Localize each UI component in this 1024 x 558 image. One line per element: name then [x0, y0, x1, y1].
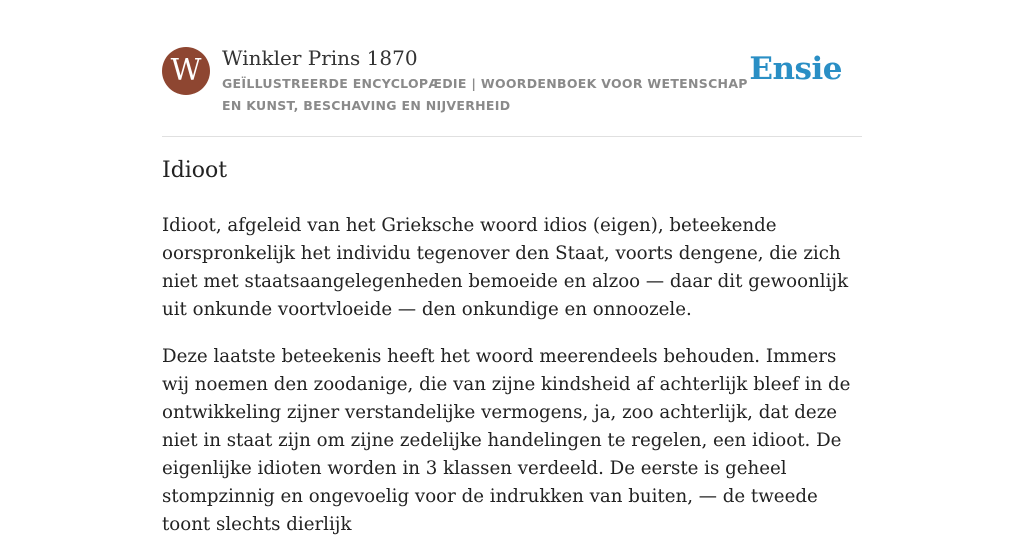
ensie-logo[interactable]: Ensie — [749, 51, 842, 87]
book-subtitle: GEÏLLUSTREERDE ENCYCLOPÆDIE | WOORDENBOEK VOOR WETENSCHAP EN KUNST, BESCHAVING EN NIJVERHEID — [222, 76, 748, 113]
book-avatar[interactable]: W — [162, 47, 210, 95]
book-title[interactable]: Winkler Prins 1870 — [222, 46, 418, 70]
entry-title: Idioot — [162, 158, 228, 183]
entry-content — [162, 212, 862, 558]
entry-paragraph: Deze laatste beteekenis heeft het woord meerendeels behouden. Immers wij noemen den zoodanige, die van zijne kindsheid af achterlijk bleef in de ontwikkeling zijner verstandelijke vermogens, ja, zoo achterlijk, dat deze niet in staat zijn om zijne zedelijke handelingen te regelen, een idioot. De eigenlijke idioten worden in 3 klassen verdeeld. De eerste is geheel stompzinnig en ongevoelig voor de indrukken van buiten, — de tweede toont slechts dierlijk — [162, 346, 851, 535]
entry-paragraph: Idioot, afgeleid van het Grieksche woord idios (eigen), beteekende oorspronkelijk het individu tegenover den Staat, voorts dengene, die zich niet met staatsaangelegenheden bemoeide en alzoo — daar dit gewoonlijk uit onkunde voortvloeide — den onkundige en onnoozele. — [162, 215, 849, 320]
header — [162, 44, 862, 137]
